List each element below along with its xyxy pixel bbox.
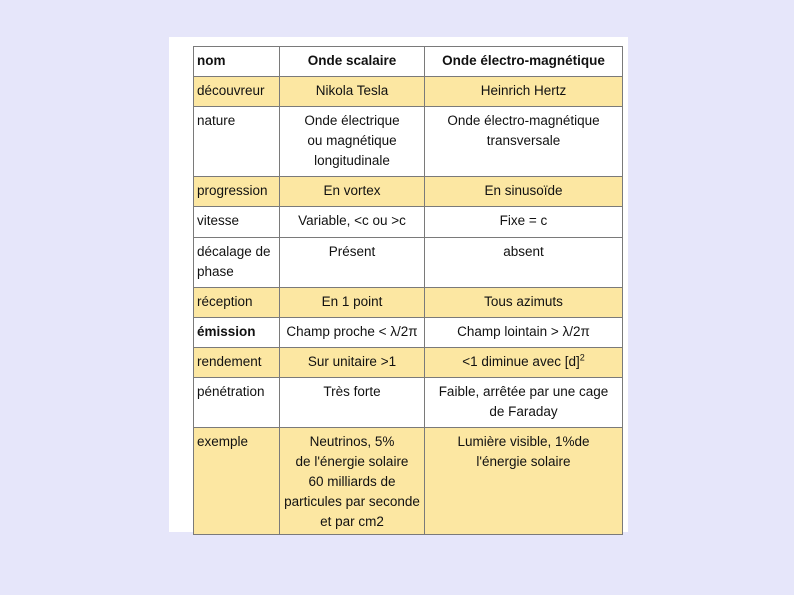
row-label: découvreur: [194, 77, 280, 107]
scalaire-cell: Variable, <c ou >c: [280, 207, 425, 238]
table-row: [194, 177, 623, 207]
comparison-table: [193, 46, 623, 535]
em-cell: Lumière visible, 1%de l'énergie solaire: [425, 428, 623, 535]
em-cell: Champ lointain > λ/2π: [425, 318, 623, 348]
row-label: décalage de phase: [194, 238, 280, 288]
scalaire-cell: Champ proche < λ/2π: [280, 318, 425, 348]
em-cell: Faible, arrêtée par une cage de Faraday: [425, 378, 623, 428]
table-row: [194, 378, 623, 428]
row-label: exemple: [194, 428, 280, 535]
scalaire-cell: En vortex: [280, 177, 425, 207]
em-cell: Fixe = c: [425, 207, 623, 238]
superscript: 2: [579, 352, 585, 363]
table-row: [194, 77, 623, 107]
header-cell-nom: nom: [194, 47, 280, 77]
row-label: nature: [194, 107, 280, 177]
table-header-row: [194, 47, 623, 77]
em-cell: Tous azimuts: [425, 288, 623, 318]
em-cell: <1 diminue avec $[d]^2$: [425, 348, 623, 378]
scalaire-cell: Très forte: [280, 378, 425, 428]
em-cell: absent: [425, 238, 623, 288]
scalaire-cell: Nikola Tesla: [280, 77, 425, 107]
table-row: [194, 348, 623, 378]
table-row: [194, 238, 623, 288]
scalaire-cell: Neutrinos, 5% de l'énergie solaire 60 milliards de particules par seconde et par cm2: [280, 428, 425, 535]
em-cell: En sinusoïde: [425, 177, 623, 207]
header-cell-onde-electromagnetique: Onde électro-magnétique: [425, 47, 623, 77]
scalaire-cell: Onde électrique ou magnétique longitudinale: [280, 107, 425, 177]
row-label: réception: [194, 288, 280, 318]
em-cell: Heinrich Hertz: [425, 77, 623, 107]
row-label: pénétration: [194, 378, 280, 428]
row-label: émission: [194, 318, 280, 348]
table-row: [194, 207, 623, 238]
table-row: [194, 107, 623, 177]
header-cell-onde-scalaire: Onde scalaire: [280, 47, 425, 77]
em-cell: Onde électro-magnétique transversale: [425, 107, 623, 177]
scalaire-cell: En 1 point: [280, 288, 425, 318]
scalaire-cell: Sur unitaire >1: [280, 348, 425, 378]
table-row: [194, 288, 623, 318]
row-label: vitesse: [194, 207, 280, 238]
table-row: [194, 428, 623, 535]
scalaire-cell: Présent: [280, 238, 425, 288]
row-label: progression: [194, 177, 280, 207]
comparison-card: [169, 37, 628, 532]
row-label: rendement: [194, 348, 280, 378]
table-row: [194, 318, 623, 348]
